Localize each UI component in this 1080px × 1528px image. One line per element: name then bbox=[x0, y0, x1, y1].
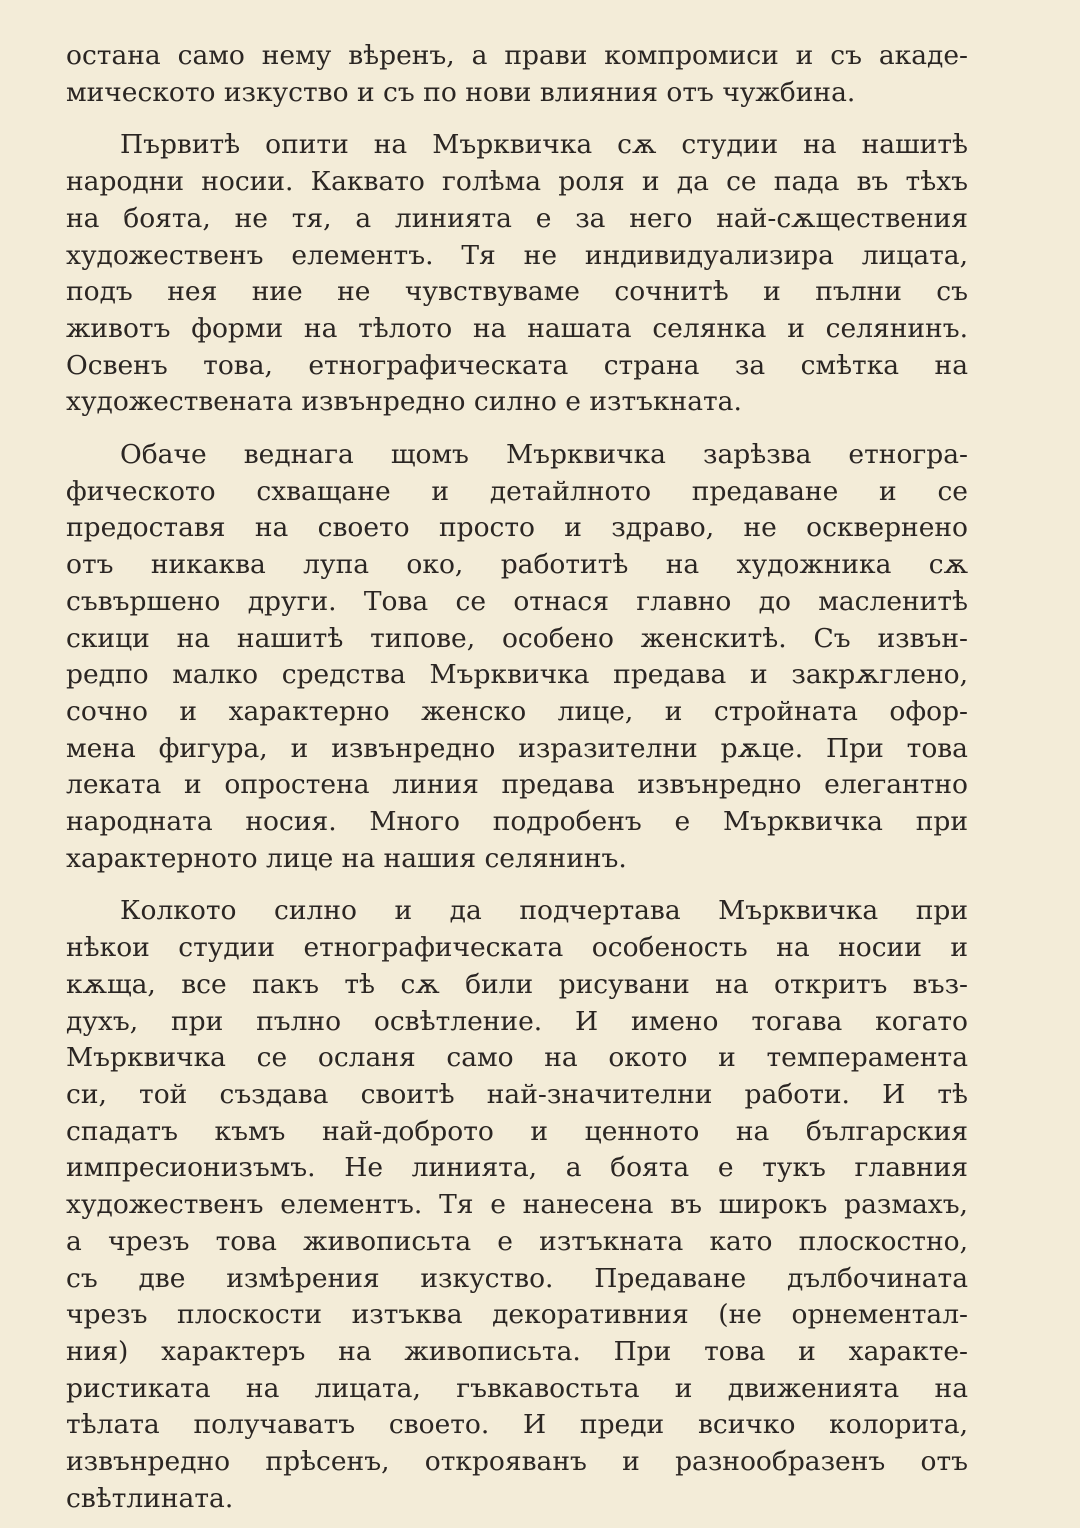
text-line: съ две измѣрения изкуство. Предаване дълбочината bbox=[66, 1262, 968, 1294]
text-line: предоставя на своето просто и здраво, не осквернено bbox=[66, 512, 968, 544]
text-line: чрезъ плоскости изтъква декоративния (не орнементал- bbox=[66, 1299, 968, 1331]
text-line: Обаче веднага щомъ Мърквичка зарѣзва етногра- bbox=[120, 439, 968, 471]
text-line: подъ нея ние не чувствуваме сочнитѣ и пълни съ bbox=[66, 276, 968, 308]
text-line: редпо малко средства Мърквичка предава и закрѫглено, bbox=[66, 659, 968, 691]
paragraph-4 bbox=[66, 893, 968, 1517]
text-line: на боята, не тя, а линията е за него най-сѫществения bbox=[66, 202, 968, 234]
text-line: си, той създава своитѣ най-значителни работи. И тѣ bbox=[66, 1078, 968, 1110]
text-line: духъ, при пълно освѣтление. И имено тогава когато bbox=[66, 1005, 968, 1037]
text-line: скици на нашитѣ типове, особено женскитѣ. Съ извън- bbox=[66, 622, 968, 654]
text-line: импресионизъмъ. Не линията, а боята е тукъ главния bbox=[66, 1152, 968, 1184]
paragraph-1 bbox=[66, 38, 968, 111]
text-line: народни носии. Каквато голѣма роля и да се пада въ тѣхъ bbox=[66, 166, 968, 198]
text-line: нѣкои студии етнографическата особеность на носии и bbox=[66, 932, 968, 964]
text-line: Освенъ това, етнографическата страна за смѣтка на bbox=[66, 349, 968, 381]
text-line: свѣтлината. bbox=[66, 1482, 234, 1514]
text-line: животъ форми на тѣлото на нашата селянка и селянинъ. bbox=[66, 312, 968, 344]
text-line: извънредно прѣсенъ, открояванъ и разнообразенъ отъ bbox=[66, 1446, 968, 1478]
text-line: тѣлата получаватъ своето. И преди всичко колорита, bbox=[66, 1409, 968, 1441]
text-line: ния) характеръ на живописьта. При това и характе- bbox=[66, 1335, 968, 1367]
text-line: Първитѣ опити на Мърквичка сѫ студии на нашитѣ bbox=[120, 129, 968, 161]
text-line: ристиката на лицата, гъвкавостьта и движенията на bbox=[66, 1372, 968, 1404]
text-line: съвършено други. Това се отнася главно до масленитѣ bbox=[66, 585, 968, 617]
text-line: Колкото силно и да подчертава Мърквичка при bbox=[120, 895, 968, 927]
text-line: Мърквичка се осланя само на окото и темперамента bbox=[66, 1042, 968, 1074]
text-line: остана само нему вѣренъ, а прави компромиси и съ акаде- bbox=[66, 40, 968, 71]
text-line: характерното лице на нашия селянинъ. bbox=[66, 842, 627, 874]
text-line: художественъ елементъ. Тя е нанесена въ широкъ размахъ, bbox=[66, 1189, 968, 1221]
text-line: художествената извънредно силно е изтъкната. bbox=[66, 386, 742, 418]
paragraph-3 bbox=[66, 437, 968, 877]
text-line: народната носия. Много подробенъ е Мърквичка при bbox=[66, 806, 968, 838]
text-line: мена фигура, и извънредно изразителни рѫце. При това bbox=[66, 732, 968, 764]
text-line: отъ никаква лупа око, работитѣ на художника сѫ bbox=[66, 549, 968, 581]
text-line: кѫща, все пакъ тѣ сѫ били рисувани на откритъ въз- bbox=[66, 968, 968, 1000]
text-line: леката и опростена линия предава извънредно елегантно bbox=[66, 769, 968, 801]
text-line: сочно и характерно женско лице, и стройната офор- bbox=[66, 695, 968, 727]
text-line: а чрезъ това живописьта е изтъкната като плоскостно, bbox=[66, 1225, 968, 1257]
text-line: фическото схващане и детайлното предаване и се bbox=[66, 475, 968, 507]
paragraph-2 bbox=[66, 127, 968, 421]
text-line: мическото изкуство и съ по нови влияния отъ чужбина. bbox=[66, 76, 856, 108]
text-line: художественъ елементъ. Тя не индивидуализира лицата, bbox=[66, 239, 968, 271]
text-line: спадатъ къмъ най-доброто и ценното на българския bbox=[66, 1115, 968, 1147]
